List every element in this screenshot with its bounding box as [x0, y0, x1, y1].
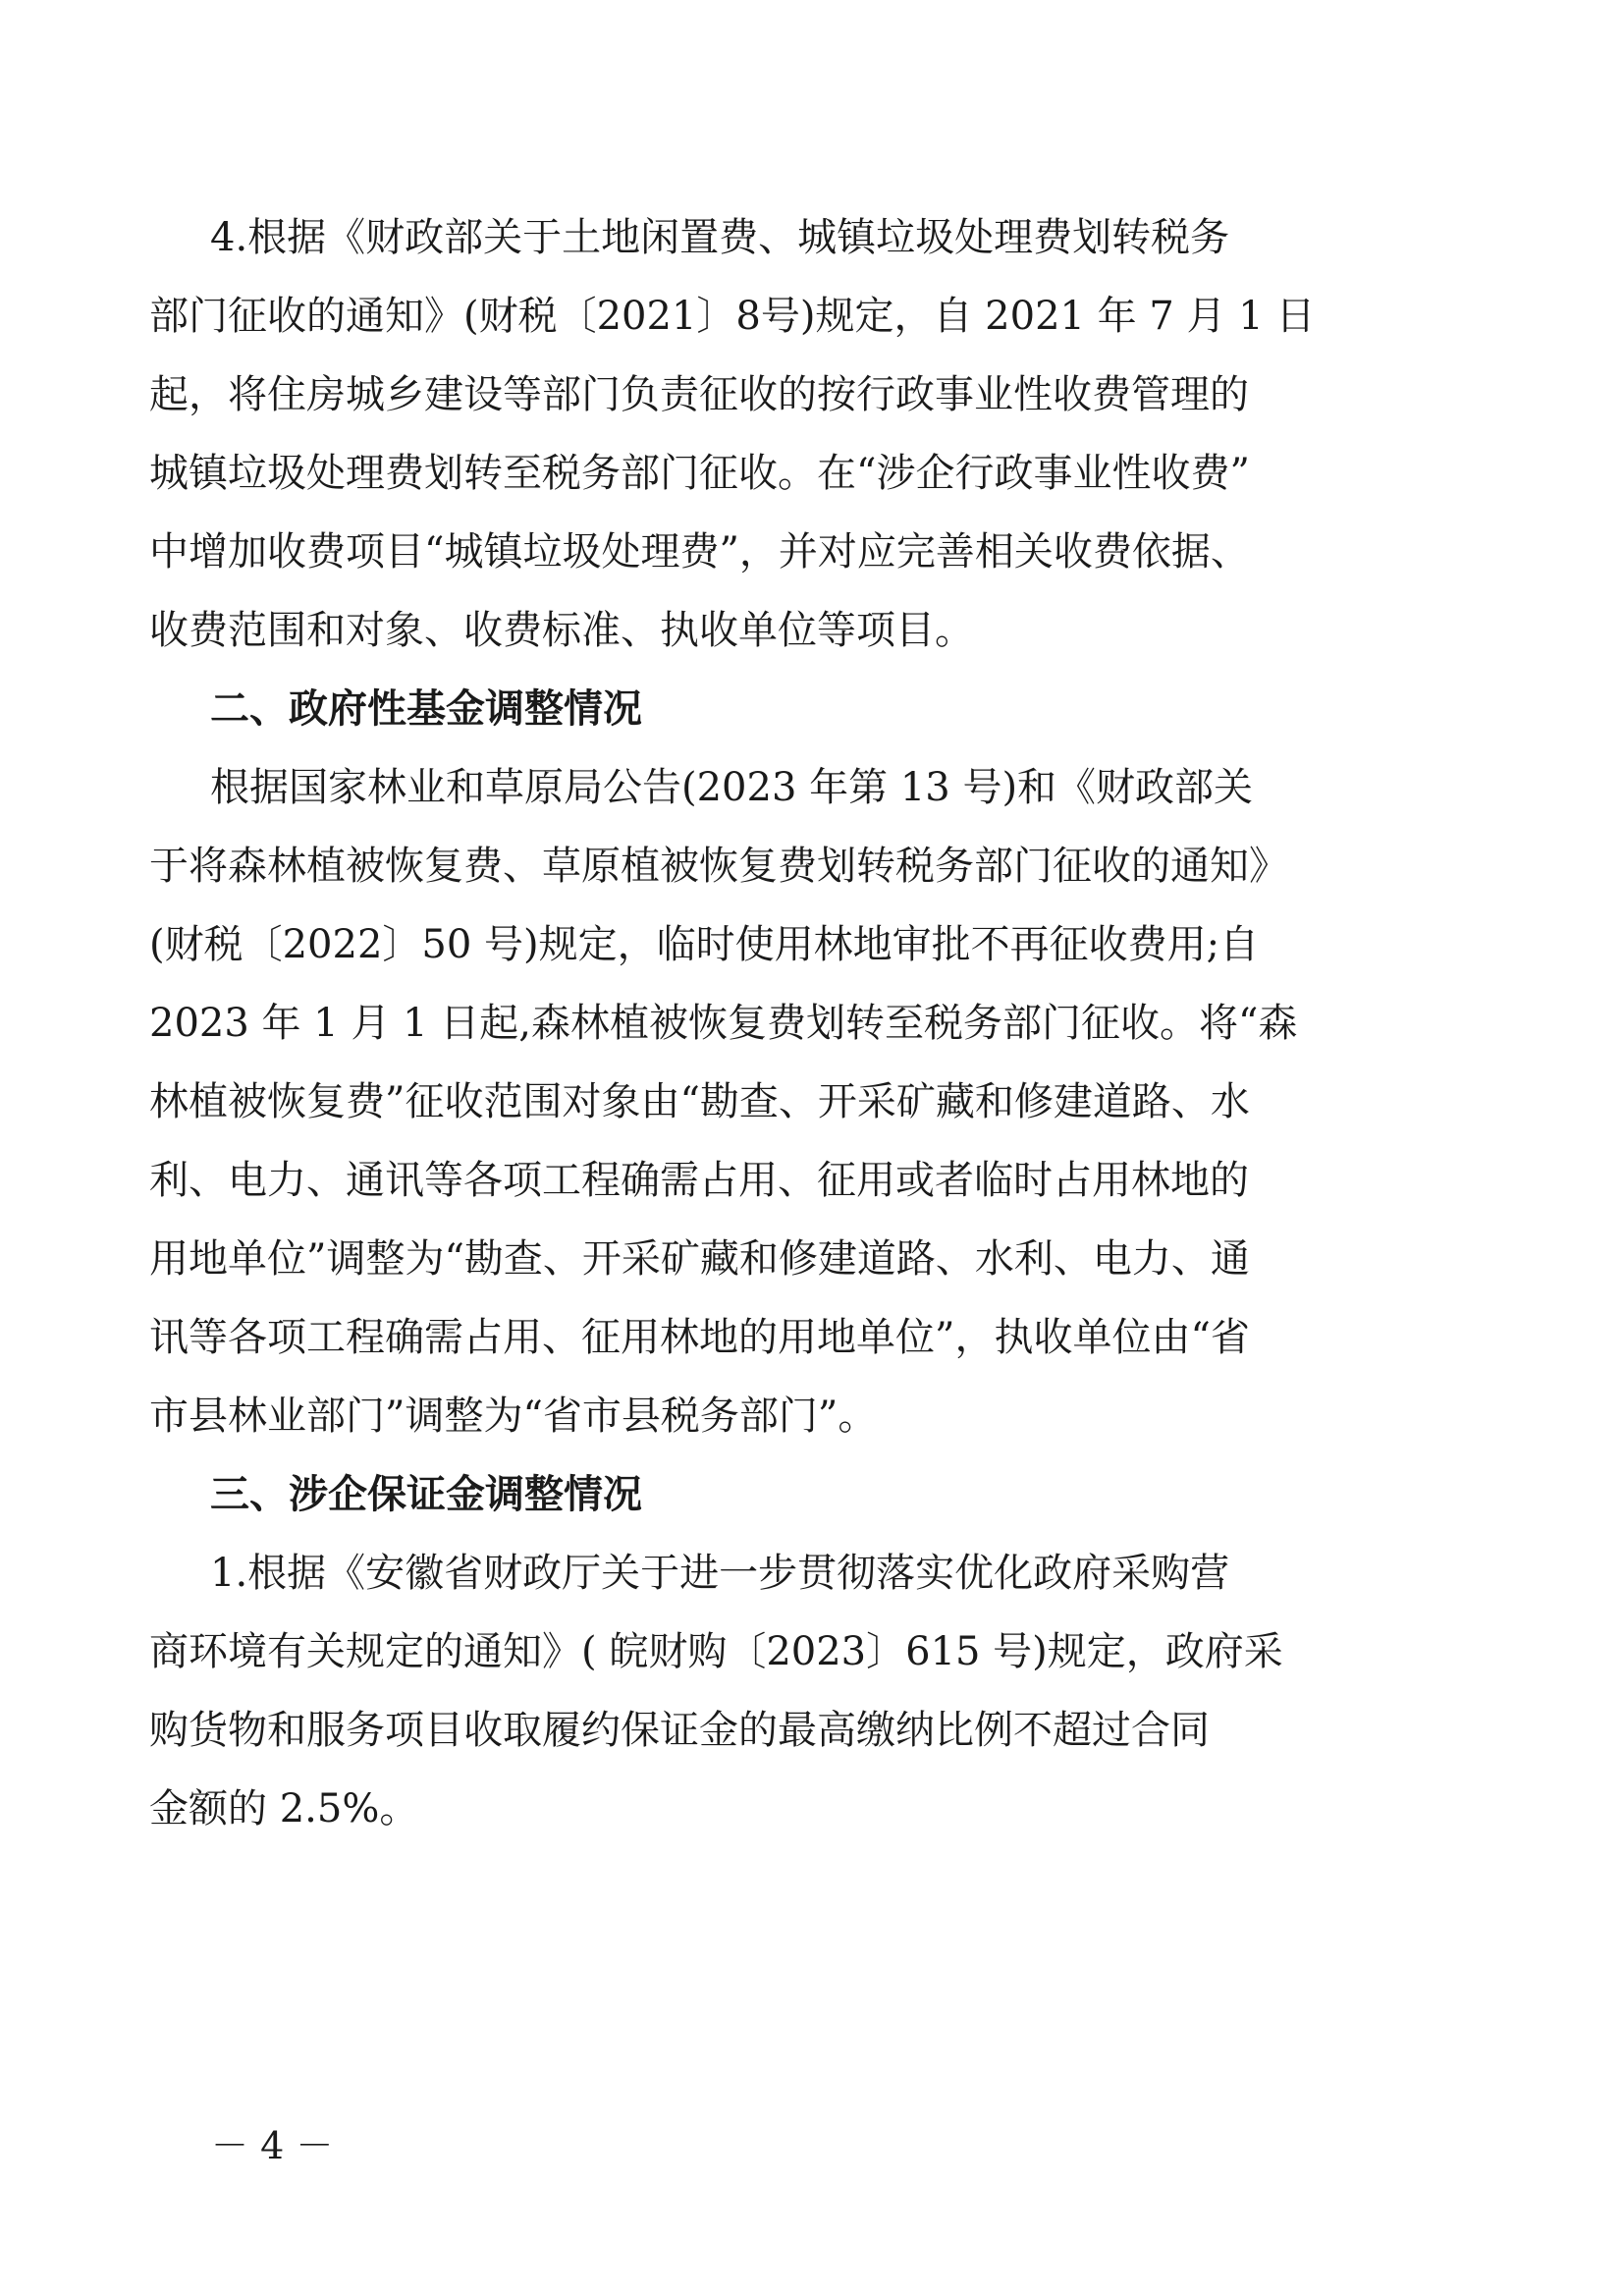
paragraph-2-line-8: 讯等各项工程确需占用、征用林地的用地单位”，执收单位由“省 — [149, 1315, 1250, 1360]
paragraph-2-line-5: 林植被恢复费”征收范围对象由“勘查、开采矿藏和修建道路、水 — [149, 1079, 1250, 1124]
paragraph-2-line-4: 2023 年 1 月 1 日起,森林植被恢复费划转至税务部门征收。将“森 — [149, 1001, 1298, 1046]
paragraph-2-line-9: 市县林业部门”调整为“省市县税务部门”。 — [149, 1394, 878, 1439]
paragraph-2-line-1: 根据国家林业和草原局公告(2023 年第 13 号)和《财政部关 — [210, 765, 1254, 810]
paragraph-3-line-2: 商环境有关规定的通知》( 皖财购〔2023〕615 号)规定，政府采 — [149, 1629, 1283, 1674]
paragraph-2-line-7: 用地单位”调整为“勘查、开采矿藏和修建道路、水利、电力、通 — [149, 1236, 1250, 1282]
paragraph-1-line-1: 4.根据《财政部关于土地闲置费、城镇垃圾处理费划转税务 — [210, 215, 1230, 260]
section-heading-2: 二、政府性基金调整情况 — [210, 686, 642, 732]
paragraph-1-line-2: 部门征收的通知》(财税〔2021〕8号)规定，自 2021 年 7 月 1 日 — [149, 294, 1316, 339]
paragraph-1-line-6: 收费范围和对象、收费标准、执收单位等项目。 — [149, 608, 974, 653]
paragraph-3-line-4: 金额的 2.5%。 — [149, 1786, 419, 1831]
paragraph-1-line-4: 城镇垃圾处理费划转至税务部门征收。在“涉企行政事业性收费” — [149, 451, 1250, 496]
paragraph-2-line-3: (财税〔2022〕50 号)规定，临时使用林地审批不再征收费用;自 — [149, 922, 1260, 967]
paragraph-2-line-2: 于将森林植被恢复费、草原植被恢复费划转税务部门征收的通知》 — [149, 844, 1288, 889]
page-number: － 4 － — [211, 2124, 334, 2167]
paragraph-1-line-3: 起，将住房城乡建设等部门负责征收的按行政事业性收费管理的 — [149, 372, 1249, 417]
paragraph-3-line-3: 购货物和服务项目收取履约保证金的最高缴纳比例不超过合同 — [149, 1708, 1210, 1753]
paragraph-3-line-1: 1.根据《安徽省财政厅关于进一步贯彻落实优化政府采购营 — [210, 1551, 1230, 1596]
section-heading-3: 三、涉企保证金调整情况 — [210, 1472, 642, 1517]
paragraph-2-line-6: 利、电力、通讯等各项工程确需占用、征用或者临时占用林地的 — [149, 1158, 1249, 1203]
paragraph-1-line-5: 中增加收费项目“城镇垃圾处理费”，并对应完善相关收费依据、 — [149, 529, 1250, 574]
